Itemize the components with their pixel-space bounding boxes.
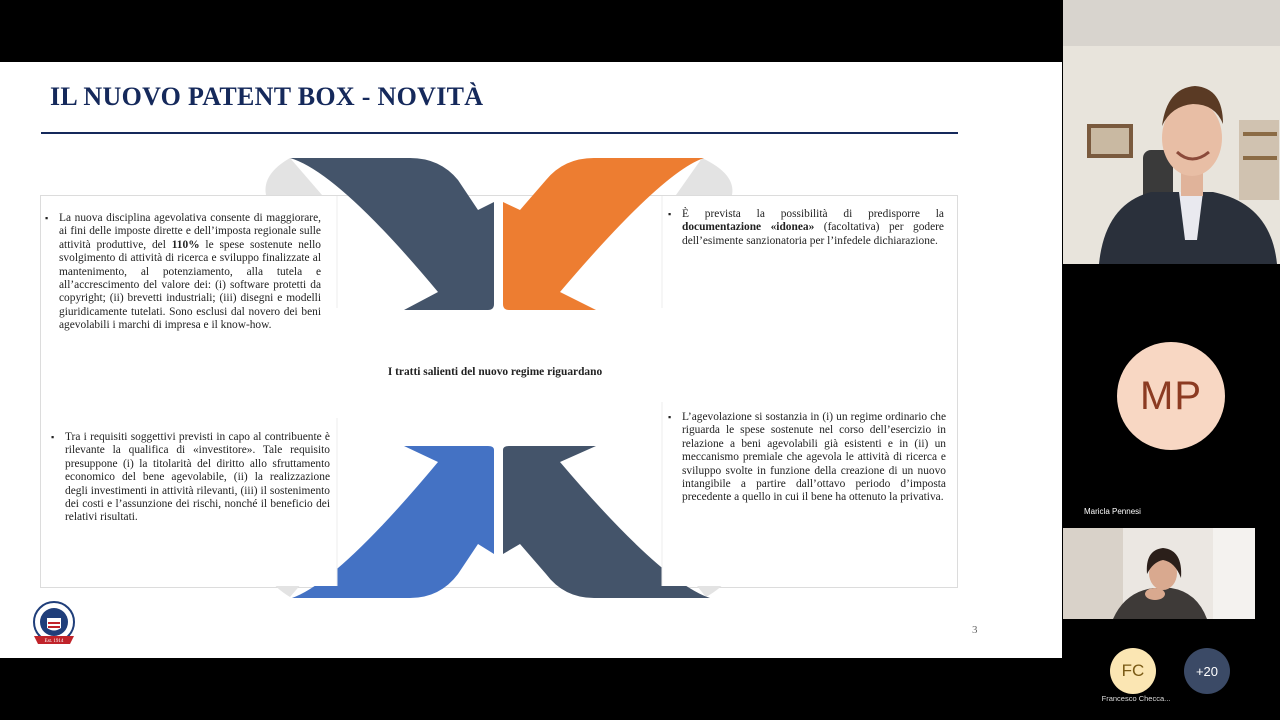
text-part: (facoltativa) per godere dell’esimente sanzionatoria per l’infedele dichiarazione. (682, 221, 944, 247)
text-part: Tra i requisiti soggettivi previsti in capo al contribuente è rilevante la qualifica di «investitore». Tale requisito presuppone (i) la titolarità del diritto allo sfruttamento economico del bene agevolabile, (ii) la realizzazione degli investimenti in attività rilevanti, (iii) il sostenimento dei costi e l’assunzione dei rischi, nonché il beneficio dei relativi risultati. (65, 431, 330, 524)
text-part: le spese sostenute nello svolgimento di attività di ricerca e sviluppo finalizzate al mantenimento, al potenziamento, alla tutela e all’accrescimento del valore dei: (i) software protetti da copyright; (ii) brevetti industriali; (iii) disegni e modelli giuridicamente tutelati. Sono esclusi dal novero dei beni agevolabili i marchi di impresa e il know-how. (59, 238, 322, 332)
text-part: L’agevolazione si sostanzia in (i) un regime ordinario che riguarda le spese sostenute nel corso dell’esercizio in relazione a beni agevolabili già esistenti e in (ii) un meccanismo premiale che agevola le attività di ricerca e sviluppo svolte in funzione della creazione di un nuovo intangibile a partire dall’ottavo periodo d’imposta precedente a quello in cui il bene ha ottenuto la privativa. (682, 411, 946, 504)
bullet-marker: ▪ (45, 213, 49, 223)
participant-name: Francesco Checca... (1101, 694, 1171, 703)
text-bold: 110% (171, 238, 200, 251)
participant-tile-mp[interactable] (1063, 264, 1280, 526)
participant-video-main[interactable] (1063, 0, 1280, 264)
text-part: La nuova disciplina agevolativa consente di maggiorare, ai fini delle imposte dirette e dell’imposta regionale sulle attività produttive, del (59, 212, 321, 251)
more-participants-button[interactable]: +20 (1184, 648, 1230, 694)
text-box-bottom-right (668, 411, 946, 505)
bullet-marker: ▪ (668, 209, 672, 219)
participant-avatar: MP (1117, 342, 1225, 450)
text-box-top-left (45, 212, 321, 333)
logo-text: Est. 1914 (44, 639, 64, 644)
company-logo (30, 600, 78, 648)
converging-arrows-graphic (0, 62, 1062, 658)
bullet-marker: ▪ (51, 432, 55, 442)
text-part: È prevista la possibilità di predisporre la (682, 208, 944, 220)
participant-avatar[interactable]: FC (1110, 648, 1156, 694)
center-caption: I tratti salienti del nuovo regime riguardano (387, 366, 603, 378)
participant-name: Maricla Pennesi (1084, 507, 1141, 516)
participant-video-small[interactable] (1063, 528, 1255, 619)
bullet-marker: ▪ (668, 412, 672, 422)
text-bold: documentazione «idonea» (682, 221, 815, 234)
slide-title: IL NUOVO PATENT BOX - NOVITÀ (50, 82, 484, 111)
text-box-top-right (668, 208, 944, 248)
video-feed-image (1063, 0, 1280, 264)
page-number: 3 (972, 624, 978, 636)
video-feed-image (1063, 528, 1255, 619)
text-box-bottom-left (51, 431, 330, 525)
presentation-slide (0, 62, 1062, 658)
